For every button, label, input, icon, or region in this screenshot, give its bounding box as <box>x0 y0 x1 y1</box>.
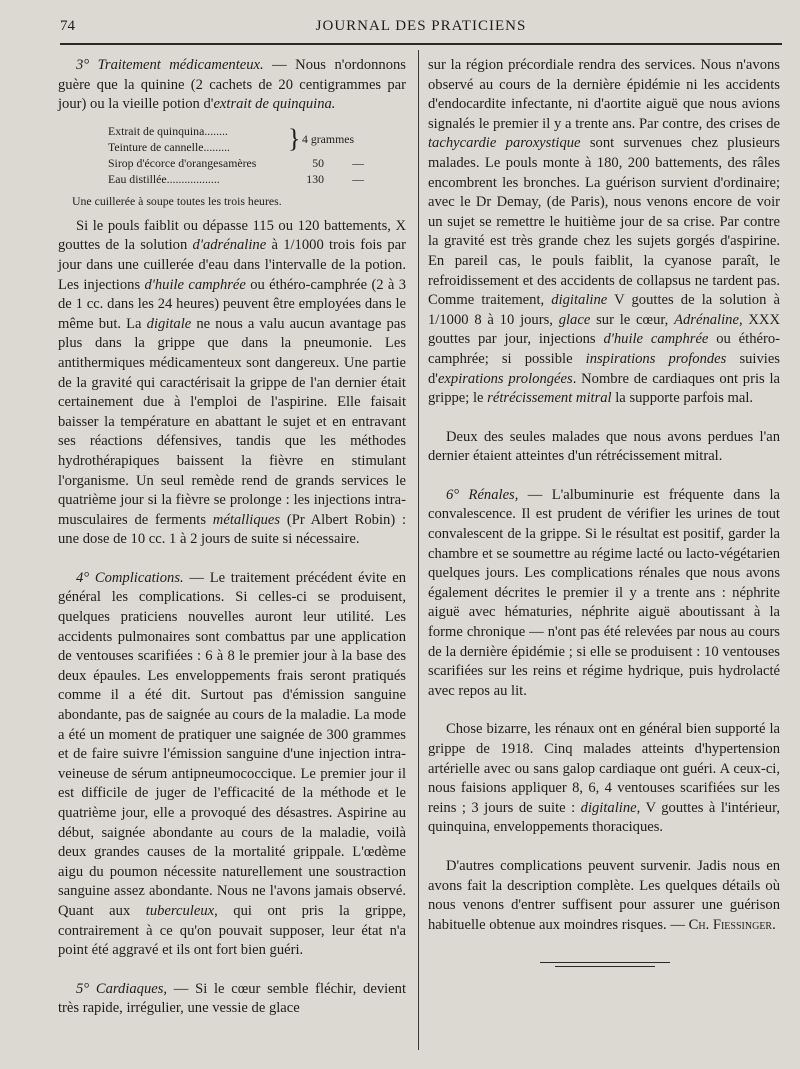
text-span: à 1/1000 trois fois par jour dans une cuillerée d'eau dans l'intervalle de la potion. Les injections <box>58 237 406 293</box>
ingredient-value: 130 <box>306 171 324 186</box>
text-span: D'autres complications peuvent survenir. Jadis nous en avons fait la description complète. Les quelques détails où nous venons d'entrer suffisent pour assurer une guérison habituelle obtenue aux moindres risques. — <box>428 857 780 933</box>
section-heading-5: 5° Cardiaques, <box>76 980 168 997</box>
italic-span: d'huile camphrée <box>144 276 246 293</box>
left-column <box>58 56 406 1019</box>
italic-span: tachycardie paroxystique <box>428 135 581 152</box>
paragraph-traitement <box>58 56 406 115</box>
spacer <box>428 467 780 486</box>
ingredient-name: Eau distillée.................. <box>108 171 220 186</box>
paragraph-pouls <box>58 217 406 550</box>
text-span: Si le pouls faiblit ou dépasse 115 ou 120 battements, X gouttes de la solution <box>58 217 406 254</box>
italic-span: expirations prolongées <box>437 370 573 387</box>
text-span: Chose bizarre, les rénaux ont en général bien supporté la grippe de 1918. Cinq malades atteints d'hypertension artérielle avec ou sans galop cardiaque ont guéri. A ceux-ci, nous faisions appliquer 8, 6, 4 ventouses scarifiées sur les reins ; 3 jours de suite : <box>428 721 780 816</box>
italic-span: digitaline <box>580 799 637 816</box>
italic-span: digitaline <box>551 292 608 309</box>
right-column <box>428 56 780 935</box>
brace-glyph: } <box>288 123 301 153</box>
dosage-note: Une cuillerée à soupe toutes les trois heures. <box>72 193 282 208</box>
paragraph-complications <box>58 569 406 961</box>
prescription-row: Teinture de cannelle......... <box>108 139 231 154</box>
spacer <box>428 409 780 428</box>
text-span: sont survenues chez plusieurs malades. Le pouls monte à 180, 200 battements, des râles encombrent les bronches. La guérison survient d'ordinaire; avec le Dr Demay, (de Paris), nous venons encore de voir un sujet se remettre le huitième jour de sa crise. Par contre la gravité est très grande chez les sujets gorgés d'aspirine. En pareil cas, le pouls faiblit, la cyanose paraît, le refroidissement et des accidents de collapsus ne tardent pas. Comme traitement, <box>428 135 780 309</box>
prescription-group <box>108 123 406 155</box>
italic-span: métalliques <box>212 511 281 528</box>
ingredient-value: 50 <box>312 155 324 170</box>
journal-title: JOURNAL DES PRATICIENS <box>315 18 527 34</box>
spacer <box>58 961 406 980</box>
section-heading-6: 6° Rénales, <box>446 486 519 503</box>
italic-span: tuberculeux <box>145 902 215 919</box>
text-span: ne nous a valu aucun avantage pas plus dans la grippe que dans la pneumonie. Les antithermiques médicamenteux sont dangereux. Une partie de la gravité qui caractérisait la grippe de l'an dernier était certainement due à l'emploi de l'aspirine. Elle faisait baisser la température en abattant le sujet et en entravant ses réactions défensives, tandis que les méthodes hydrothérapiques baissent la fièvre en stimulant l'organisme. Un seul remède rend de grands services le quatrième jour si la fièvre se prolonge : les injections intra-musculaires de ferments <box>58 315 407 528</box>
author-signature: Ch. Fiessinger. <box>688 916 776 933</box>
paragraph-deux-malades: Deux des seules malades que nous avons perdues l'an dernier étaient atteintes d'un rétrécissement mitral. <box>428 428 780 465</box>
text-span: , XXX gouttes par jour, injections <box>428 311 780 348</box>
column-divider <box>418 50 419 1050</box>
prescription-table <box>108 123 406 187</box>
spacer <box>428 838 780 857</box>
italic-span: extrait de quinquina. <box>213 96 336 113</box>
text-span: — Si le cœur semble fléchir, devient très rapide, irrégulier, une vessie de glace <box>58 980 407 1017</box>
ingredient-unit: — <box>352 155 364 170</box>
text-span: ou éthéro-camphrée (2 à 3 de 1 cc. dans les 24 heures) peuvent être employées dans le même but. La <box>58 276 406 332</box>
spacer <box>428 701 780 720</box>
section-heading-3: 3° Traitement médicamenteux. <box>76 57 264 73</box>
prescription-row <box>108 171 406 187</box>
text-span: (Pr Albert Robin) : une dose de 10 cc. 1 à 2 jours de suite si nécessaire. <box>58 511 406 548</box>
text-span: la supporte parfois mal. <box>611 390 754 407</box>
text-span: . Nombre de cardiaques ont pris la grippe; le <box>428 370 780 407</box>
italic-span: inspirations profondes <box>585 350 727 367</box>
text-span: sur le cœur, <box>590 311 675 328</box>
text-span: , qui ont pris la grippe, contrairement à ce qu'on pouvait supposer, leur état n'a point été aggravé et ils ont fort bien guéri. <box>58 902 406 959</box>
text-span: suivies d' <box>428 350 780 387</box>
text-span: — Nous n'ordonnons guère que la quinine (2 cachets de 20 centigrammes par jour) ou la vieille potion d' <box>58 57 406 113</box>
section-heading-4: 4° Complications. <box>76 569 184 586</box>
text-span: sur la région précordiale rendra des services. Nous n'avons observé au cours de la dernière épidémie ni les accidents d'endocardite infectante, ni d'aortite aiguë que nous avions signalés le premier il y a trente ans. Par contre, des crises de <box>428 57 780 132</box>
italic-span: digitale <box>146 315 192 332</box>
text-span: V gouttes de la solution à 1/1000 8 à 10 jours, <box>428 292 780 328</box>
prescription-value: 4 grammes <box>302 131 355 146</box>
end-rule <box>540 962 670 963</box>
italic-span: glace <box>558 311 591 328</box>
header-rule <box>60 43 782 45</box>
text-span: ou éthéro-camphrée; si possible <box>428 331 781 367</box>
ingredient-name: Sirop d'écorce d'orangesamères <box>108 155 257 170</box>
prescription-row: Extrait de quinquina........ <box>108 123 228 138</box>
spacer <box>58 550 406 569</box>
paragraph-cardiaques <box>58 980 406 1019</box>
italic-span: d'adrénaline <box>192 237 267 254</box>
italic-span: Adrénaline <box>674 311 739 328</box>
ingredient-unit: — <box>352 171 364 186</box>
text-span: — L'albuminurie est fréquente dans la convalescence. Il est prudent de vérifier les urines de tout convalescent de la grippe. Si le résultat est positif, garder la chambre et se soumettre au régime lacté ou lacto-végétarien quelques jours. Les complications rénales que nous avons également décrites le premier il y a trente ans : néphrite aiguë avec hématuries, néphrite aiguë aboutissant à la forme chronique — n'ont pas été relevées par nous au cours de la dernière épidémie ; si elle se produisent : 10 ventouses scarifiées sur les reins et régime hydrique, puis hydrolacté avec repos au lit. <box>428 486 780 699</box>
page-number: 74 <box>60 18 75 34</box>
italic-span: rétrécissement mitral <box>487 390 612 407</box>
paragraph-cardiaques-cont <box>428 56 780 409</box>
prescription-row <box>108 155 406 171</box>
paragraph-renaux <box>428 720 780 838</box>
page-header <box>60 18 782 40</box>
prescription-names <box>108 123 288 155</box>
text-span: , V gouttes à l'intérieur, quinquina, enveloppements thoraciques. <box>428 799 780 836</box>
paragraph-conclusion <box>428 857 780 935</box>
end-rule <box>555 966 655 967</box>
italic-span: d'huile camphrée <box>603 331 709 348</box>
text-span: — Le traitement précédent évite en général les complications. Si celles-ci se produisent, quelques praticiens nouvelles auront leur utilité. Les accidents pulmonaires sont combattus par une application de ventouses scarifiées : 6 à 8 le premier jour à la base des deux épaules. Les enveloppements frais seront pratiqués comme il a été dit. Surtout pas d'émission sanguine abondante, pas de saignée au cours de la maladie. La mode a été un moment de pratiquer une saignée de 300 grammes et de faire suivre l'émission sanguine d'une injection intra-veineuse de sérum antipneumococcique. Le premier jour il est difficile de juger de l'efficacité de la méthode et le quatrième jour, elle a provoqué des désastres. Aspirine au début, saignée abondante au cours de la maladie, voilà deux grandes causes de la mortalité grippale. L'œdème aigu du poumon nécessite naturellement une soustraction sanguine assez abondante. Nous ne l'avons jamais observé. Quant aux <box>58 569 406 919</box>
paragraph-renales <box>428 486 780 702</box>
